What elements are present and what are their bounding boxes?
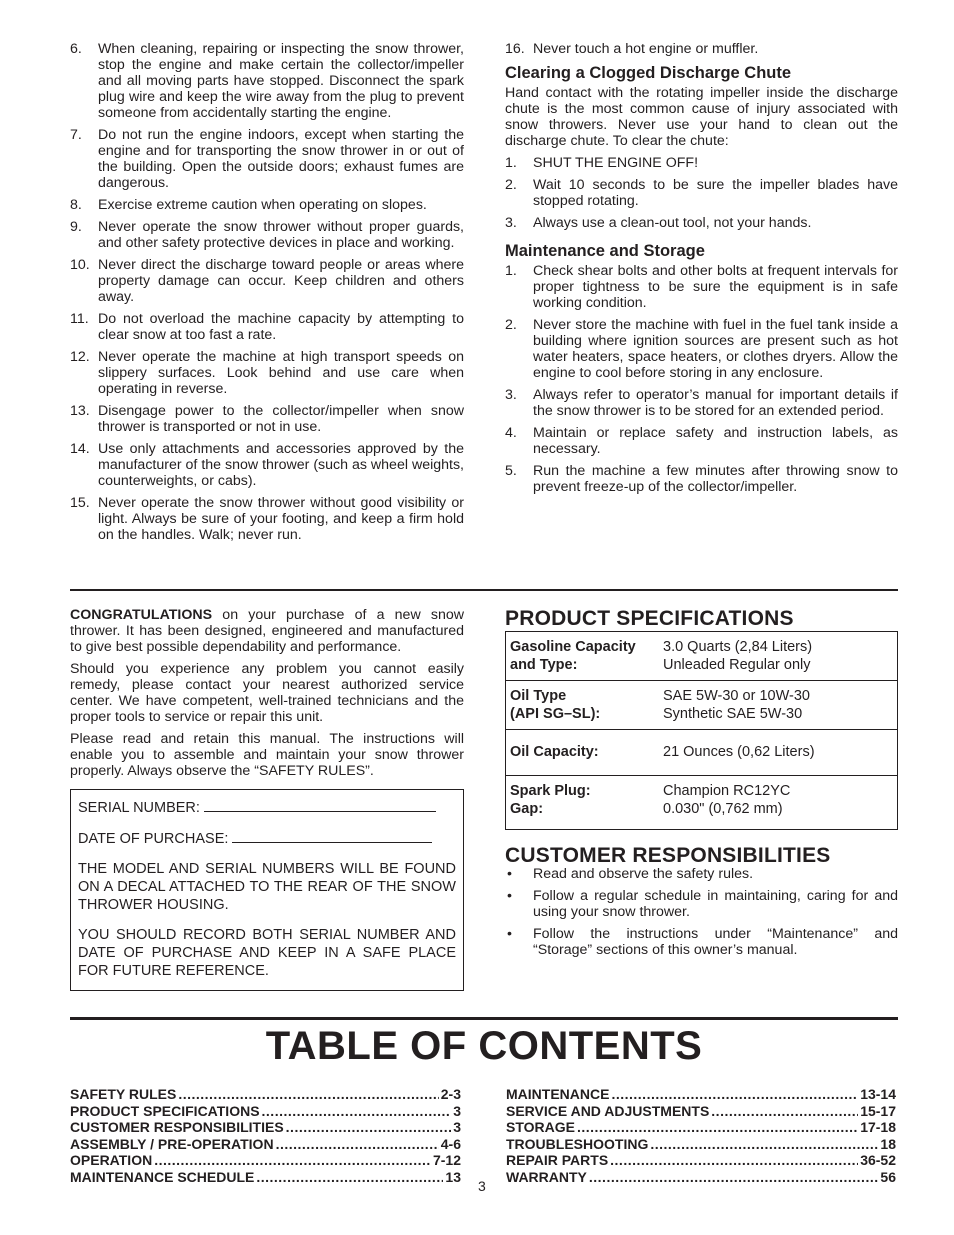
safety-rule: 11. Do not overload the machine capacity by attempting to clear snow at too fast a rate. xyxy=(70,311,464,343)
toc-entry[interactable]: SAFETY RULES ..... 2-3 xyxy=(70,1086,461,1103)
maintenance-storage-heading: Maintenance and Storage xyxy=(505,242,705,260)
maintenance-item: 2. Never store the machine with fuel in the fuel tank inside a building where ignition sources are present such as hot water heaters, space heaters, or clothes dryers. Allow the engine to cool before storing in any enclosure. xyxy=(505,317,898,381)
serial-record-box xyxy=(70,789,464,991)
toc-entry[interactable]: TROUBLESHOOTING ..... 18 xyxy=(506,1136,896,1153)
maintenance-item: 5. Run the machine a few minutes after throwing snow to prevent freeze-up of the collector/impeller. xyxy=(505,463,898,495)
safety-rule: 13. Disengage power to the collector/impeller when snow thrower is transported or not in use. xyxy=(70,403,464,435)
chute-step: 3. Always use a clean-out tool, not your hands. xyxy=(505,215,812,231)
maintenance-item: 3. Always refer to operator’s manual for important details if the snow thrower is to be stored for an extended period. xyxy=(505,387,898,419)
maintenance-item: 1. Check shear bolts and other bolts at frequent intervals for proper tightness to be sure the equipment is in safe working condition. xyxy=(505,263,898,311)
toc-entry[interactable]: SERVICE AND ADJUSTMENTS ..... 15-17 xyxy=(506,1103,896,1120)
safety-rule: 14. Use only attachments and accessories approved by the manufacturer of the snow thrower (such as wheel weights, counterweights, or cabs). xyxy=(70,441,464,489)
serial-number-blank[interactable] xyxy=(204,798,436,812)
date-of-purchase-blank[interactable] xyxy=(232,829,432,843)
toc-entry[interactable]: OPERATION ..... 7-12 xyxy=(70,1152,461,1169)
safety-rule: 16. Never touch a hot engine or muffler. xyxy=(505,41,759,57)
responsibility-item: • Read and observe the safety rules. xyxy=(507,866,754,882)
spec-row: Spark Plug: Gap: Champion RC12YC 0.030" (0,762 mm) xyxy=(506,776,898,830)
toc-entry[interactable]: REPAIR PARTS ..... 36-52 xyxy=(506,1152,896,1169)
responsibility-item: • Follow the instructions under “Maintenance” and “Storage” sections of this owner’s manual. xyxy=(507,926,898,958)
product-specifications-table xyxy=(505,631,898,830)
toc-entry[interactable]: MAINTENANCE SCHEDULE ..... 13 xyxy=(70,1169,461,1186)
toc-entry[interactable]: ASSEMBLY / PRE-OPERATION ..... 4-6 xyxy=(70,1136,461,1153)
serial-number-line: SERIAL NUMBER: xyxy=(78,798,456,817)
safety-rule: 8. Exercise extreme caution when operating on slopes. xyxy=(70,197,427,213)
congratulations-section xyxy=(70,607,464,991)
toc-entry[interactable]: CUSTOMER RESPONSIBILITIES ..... 3 xyxy=(70,1119,461,1136)
toc-divider xyxy=(70,1017,898,1020)
clogged-chute-intro: Hand contact with the rotating impeller inside the discharge chute is the most common cause of injury associated with snow throwers. Never use your hand to clean out the discharge chute. To clear the chute: xyxy=(505,85,898,149)
toc-entry[interactable]: PRODUCT SPECIFICATIONS ..... 3 xyxy=(70,1103,461,1120)
support-paragraph: Should you experience any problem you cannot easily remedy, please contact your nearest authorized service center. We have competent, well-trained technicians and the proper tools to service or repair this unit. xyxy=(70,661,464,725)
toc-right-column xyxy=(506,1086,896,1185)
toc-left-column xyxy=(70,1086,461,1185)
retain-paragraph: Please read and retain this manual. The instructions will enable you to assemble and maintain your snow thrower properly. Always observe the “SAFETY RULES”. xyxy=(70,731,464,779)
toc-entry[interactable]: STORAGE ..... 17-18 xyxy=(506,1119,896,1136)
page-number: 3 xyxy=(478,1178,486,1194)
safety-rules-continued xyxy=(70,41,464,549)
congrats-paragraph: CONGRATULATIONS on your purchase of a new snow thrower. It has been designed, engineered and manufactured to give best possible dependability and performance. xyxy=(70,607,464,655)
toc-entry[interactable]: MAINTENANCE ..... 13-14 xyxy=(506,1086,896,1103)
spec-row: Oil Capacity: 21 Ounces (0,62 Liters) xyxy=(506,730,898,776)
table-of-contents-title: TABLE OF CONTENTS xyxy=(265,1024,703,1068)
product-specifications-heading: PRODUCT SPECIFICATIONS xyxy=(505,607,794,630)
safety-rule: 10. Never direct the discharge toward people or areas where property damage can occur. Keep children and others away. xyxy=(70,257,464,305)
toc-entry[interactable]: WARRANTY ..... 56 xyxy=(506,1169,896,1186)
section-divider xyxy=(70,589,898,591)
safety-rule: 15. Never operate the snow thrower without good visibility or light. Always be sure of your footing, and keep a firm hold on the handles. Walk; never run. xyxy=(70,495,464,543)
record-note: YOU SHOULD RECORD BOTH SERIAL NUMBER AND DATE OF PURCHASE AND KEEP IN A SAFE PLACE FOR FUTURE REFERENCE. xyxy=(78,927,456,979)
customer-responsibilities-heading: CUSTOMER RESPONSIBILITIES xyxy=(505,844,831,867)
safety-rule: 12. Never operate the machine at high transport speeds on slippery surfaces. Look behind and use care when operating in reverse. xyxy=(70,349,464,397)
date-of-purchase-line: DATE OF PURCHASE: xyxy=(78,829,456,848)
specs-section xyxy=(505,607,898,964)
top-right-column xyxy=(505,41,898,501)
safety-rule: 7. Do not run the engine indoors, except when starting the engine and for transporting the snow thrower in or out of the building. Open the outside doors; exhaust fumes are dangerous. xyxy=(70,127,464,191)
serial-location-note: THE MODEL AND SERIAL NUMBERS WILL BE FOUND ON A DECAL ATTACHED TO THE REAR OF THE SNOW THROWER HOUSING. xyxy=(78,861,456,913)
chute-step: 1. SHUT THE ENGINE OFF! xyxy=(505,155,699,171)
clogged-chute-heading: Clearing a Clogged Discharge Chute xyxy=(505,64,792,82)
safety-rule: 9. Never operate the snow thrower without proper guards, and other safety protective devices in place and working. xyxy=(70,219,464,251)
chute-step: 2. Wait 10 seconds to be sure the impeller blades have stopped rotating. xyxy=(505,177,898,209)
safety-rule: 6. When cleaning, repairing or inspecting the snow thrower, stop the engine and make certain the collector/impeller and all moving parts have stopped. Disconnect the spark plug wire and keep the wire away from the plug to prevent someone from accidentally starting the engine. xyxy=(70,41,464,121)
spec-row: Oil Type (API SG–SL): SAE 5W-30 or 10W-30 Synthetic SAE 5W-30 xyxy=(506,681,898,730)
maintenance-item: 4. Maintain or replace safety and instruction labels, as necessary. xyxy=(505,425,898,457)
responsibility-item: • Follow a regular schedule in maintaining, caring for and using your snow thrower. xyxy=(507,888,898,920)
spec-row: Gasoline Capacity and Type: 3.0 Quarts (2,84 Liters) Unleaded Regular only xyxy=(506,632,898,681)
